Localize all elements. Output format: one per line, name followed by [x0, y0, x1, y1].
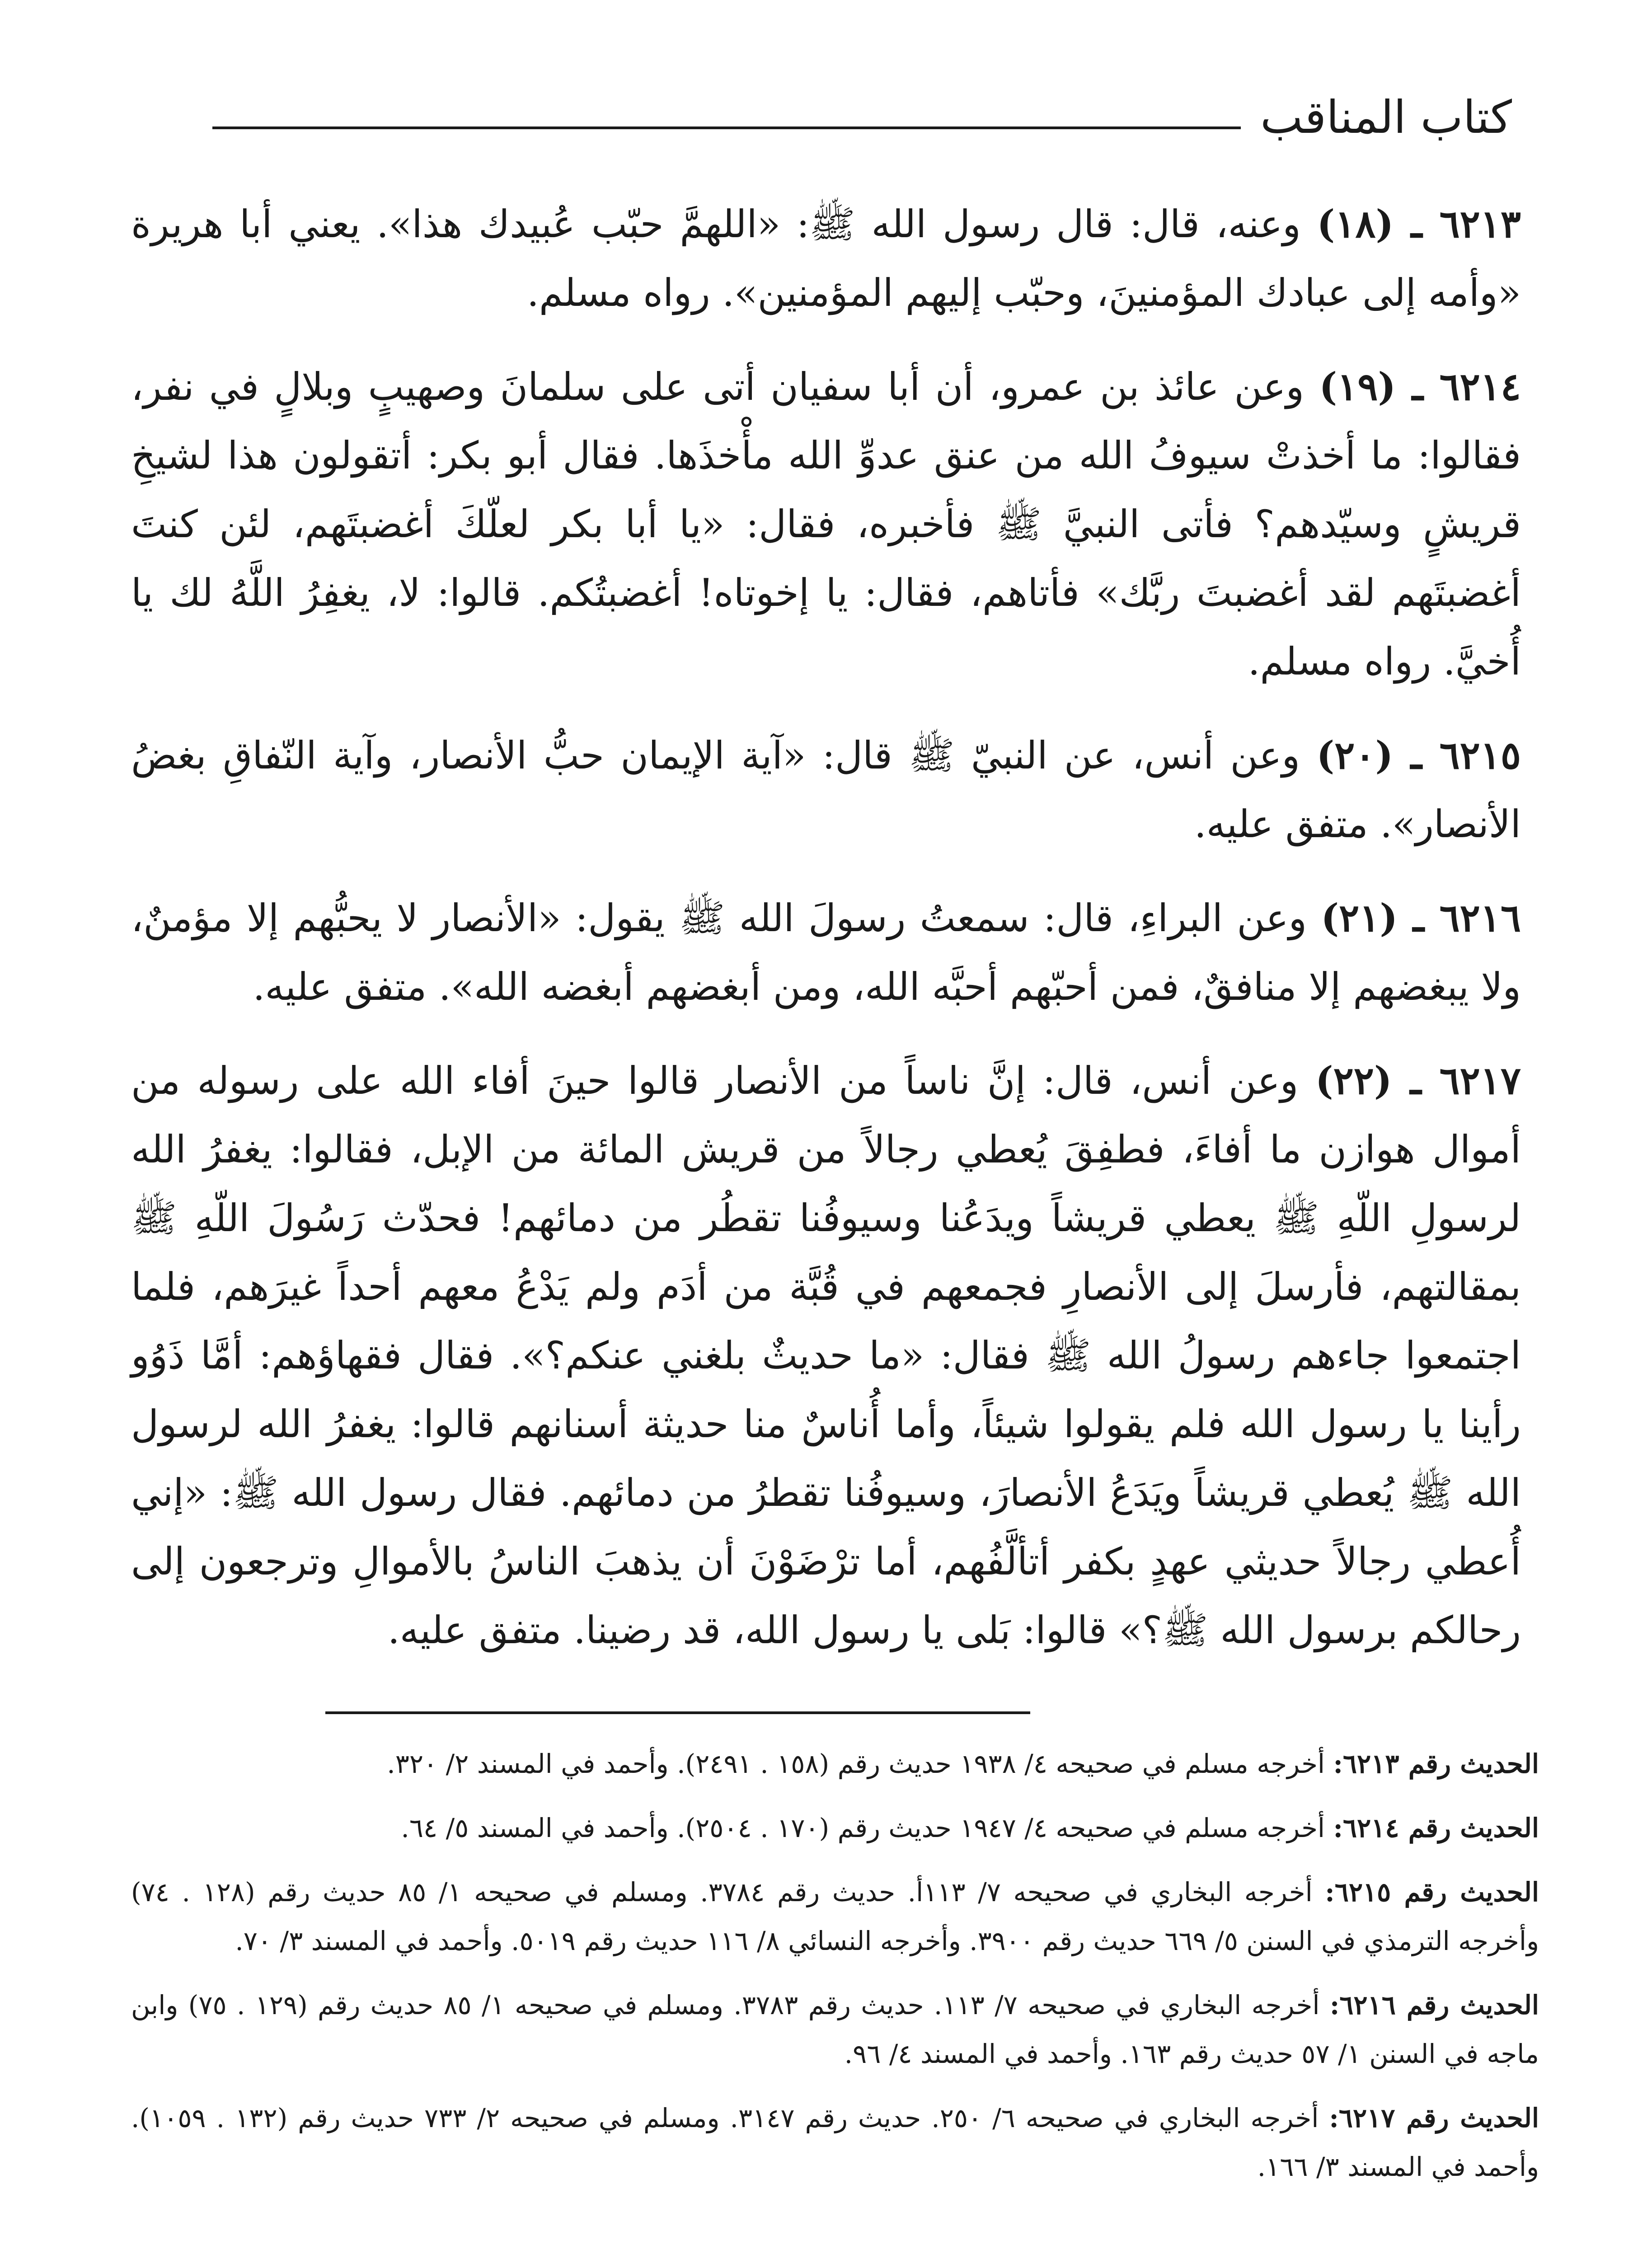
footnote-text: أخرجه مسلم في صحيحه ٤/ ١٩٤٧ حديث رقم (١٧٠ . ٢٥٠٤). وأحمد في المسند ٥/ ٦٤.: [401, 1813, 1325, 1843]
hadith-6215: [131, 721, 1521, 858]
hadith-text: وعن عائذ بن عمرو، أن أبا سفيان أتى على سلمانَ وصهيبٍ وبلالٍ في نفر، فقالوا: ما أخذتْ سيوفُ الله من عنق عدوِّ الله مأْخذَها. فقال أبو بكر: أتقولون هذا لشيخِ قريشٍ وسيّدهم؟ فأتى النبيَّ ﷺ فأخبره، فقال: «يا أبا بكر لعلّكَ أغضبتَهم، لئن كنتَ أغضبتَهم لقد أغضبتَ ربَّك» فأتاهم، فقال: يا إخوتاه! أغضبتُكم. قالوا: لا، يغفِرُ اللَّهُ لك يا أُخيَّ. رواه مسلم.: [131, 365, 1521, 684]
hadith-6216: [131, 884, 1521, 1021]
footnote-text: أخرجه البخاري في صحيحه ٧/ ١١٣أ. حديث رقم ٣٧٨٤. ومسلم في صحيحه ١/ ٨٥ حديث رقم (١٢٨ . ٧٤) وأخرجه الترمذي في السنن ٥/ ٦٦٩ حديث رقم ٣٩٠٠. وأخرجه النسائي ٨/ ١١٦ حديث رقم ٥٠١٩. وأحمد في المسند ٣/ ٧٠.: [131, 1877, 1539, 1956]
footnote-text: أخرجه البخاري في صحيحه ٦/ ٢٥٠. حديث رقم ٣١٤٧. ومسلم في صحيحه ٢/ ٧٣٣ حديث رقم (١٣٢ . ١٠٥٩). وأحمد في المسند ٣/ ١٦٦.: [131, 2103, 1539, 2182]
footnote-6213: [131, 1739, 1539, 1788]
footnote-text: أخرجه مسلم في صحيحه ٤/ ١٩٣٨ حديث رقم (١٥٨ . ٢٤٩١). وأحمد في المسند ٢/ ٣٢٠.: [387, 1748, 1325, 1779]
footnote-label: الحديث رقم ٦٢١٦:: [1329, 1990, 1539, 2020]
hadith-6213: [131, 190, 1521, 327]
footnote-label: الحديث رقم ٦٢١٤:: [1333, 1813, 1539, 1843]
footnote-6215: [131, 1868, 1539, 1965]
footnote-6216: [131, 1981, 1539, 2078]
hadith-text: وعن أنس، عن النبيّ ﷺ قال: «آية الإيمان حبُّ الأنصار، وآية النّفاقِ بغضُ الأنصار». متفق عليه.: [131, 733, 1521, 846]
footnote-6214: [131, 1804, 1539, 1852]
hadith-text: وعن أنس، قال: إنَّ ناساً من الأنصار قالوا حينَ أفاء الله على رسوله من أموال هوازن ما أفاءَ، فطفِقَ يُعطي رجالاً من قريش المائة من الإبل، فقالوا: يغفرُ الله لرسولِ اللّهِ ﷺ يعطي قريشاً ويدَعُنا وسيوفُنا تقطُر من دمائهم! فحدّث رَسُولَ اللّهِ ﷺ بمقالتهم، فأرسلَ إلى الأنصارِ فجمعهم في قُبَّة من أدَم ولم يَدْعُ معهم أحداً غيرَهم، فلما اجتمعوا جاءهم رسولُ الله ﷺ فقال: «ما حديثٌ بلغني عنكم؟». فقال فقهاؤهم: أمَّا ذَوُو رأينا يا رسول الله فلم يقولوا شيئاً، وأما أُناسٌ منا حديثة أسنانهم قالوا: يغفرُ الله لرسول الله ﷺ يُعطي قريشاً ويَدَعُ الأنصارَ، وسيوفُنا تقطرُ من دمائهم. فقال رسول الله ﷺ: «إني أُعطي رجالاً حديثي عهدٍ بكفر أتألَّفُهم، أما ترْضَوْنَ أن يذهبَ الناسُ بالأموالِ وترجعون إلى رحالكم برسول الله ﷺ؟» قالوا: بَلى يا رسول الله، قد رضينا. متفق عليه.: [131, 1059, 1521, 1652]
footnote-label: الحديث رقم ٦٢١٣:: [1333, 1748, 1539, 1779]
footnote-6217: [131, 2094, 1539, 2191]
footnotes: [131, 1739, 1539, 2207]
chapter-title: كتاب المناقب: [1260, 91, 1512, 144]
hadith-number: ٦٢١٣ ـ (١٨): [1317, 202, 1521, 246]
hadith-number: ٦٢١٤ ـ (١٩): [1319, 364, 1521, 409]
footnote-text: أخرجه البخاري في صحيحه ٧/ ١١٣. حديث رقم ٣٧٨٣. ومسلم في صحيحه ١/ ٨٥ حديث رقم (١٢٩ . ٧٥) وابن ماجه في السنن ١/ ٥٧ حديث رقم ١٦٣. وأحمد في المسند ٤/ ٩٦.: [131, 1990, 1539, 2069]
footnote-label: الحديث رقم ٦٢١٧:: [1329, 2103, 1539, 2133]
header-rule: [212, 127, 1241, 129]
hadith-number: ٦٢١٥ ـ (٢٠): [1316, 733, 1521, 778]
footnote-separator: [325, 1711, 1030, 1714]
hadith-text: وعنه، قال: قال رسول الله ﷺ: «اللهمَّ حبّب عُبيدك هذا». يعني أبا هريرة «وأمه إلى عبادك المؤمنينَ، وحبّب إليهم المؤمنين». رواه مسلم.: [131, 202, 1521, 315]
hadith-text: وعن البراءِ، قال: سمعتُ رسولَ الله ﷺ يقول: «الأنصار لا يحبُّهم إلا مؤمنٌ، ولا يبغضهم إلا منافقٌ، فمن أحبّهم أحبَّه الله، ومن أبغضهم أبغضه الله». متفق عليه.: [131, 896, 1521, 1009]
hadith-number: ٦٢١٧ ـ (٢٢): [1315, 1058, 1521, 1103]
running-header: [212, 86, 1512, 149]
hadith-body: [131, 190, 1521, 1690]
hadith-6214: [131, 352, 1521, 696]
hadith-number: ٦٢١٦ ـ (٢١): [1321, 895, 1521, 940]
hadith-6217: [131, 1046, 1521, 1664]
footnote-label: الحديث رقم ٦٢١٥:: [1325, 1877, 1539, 1907]
